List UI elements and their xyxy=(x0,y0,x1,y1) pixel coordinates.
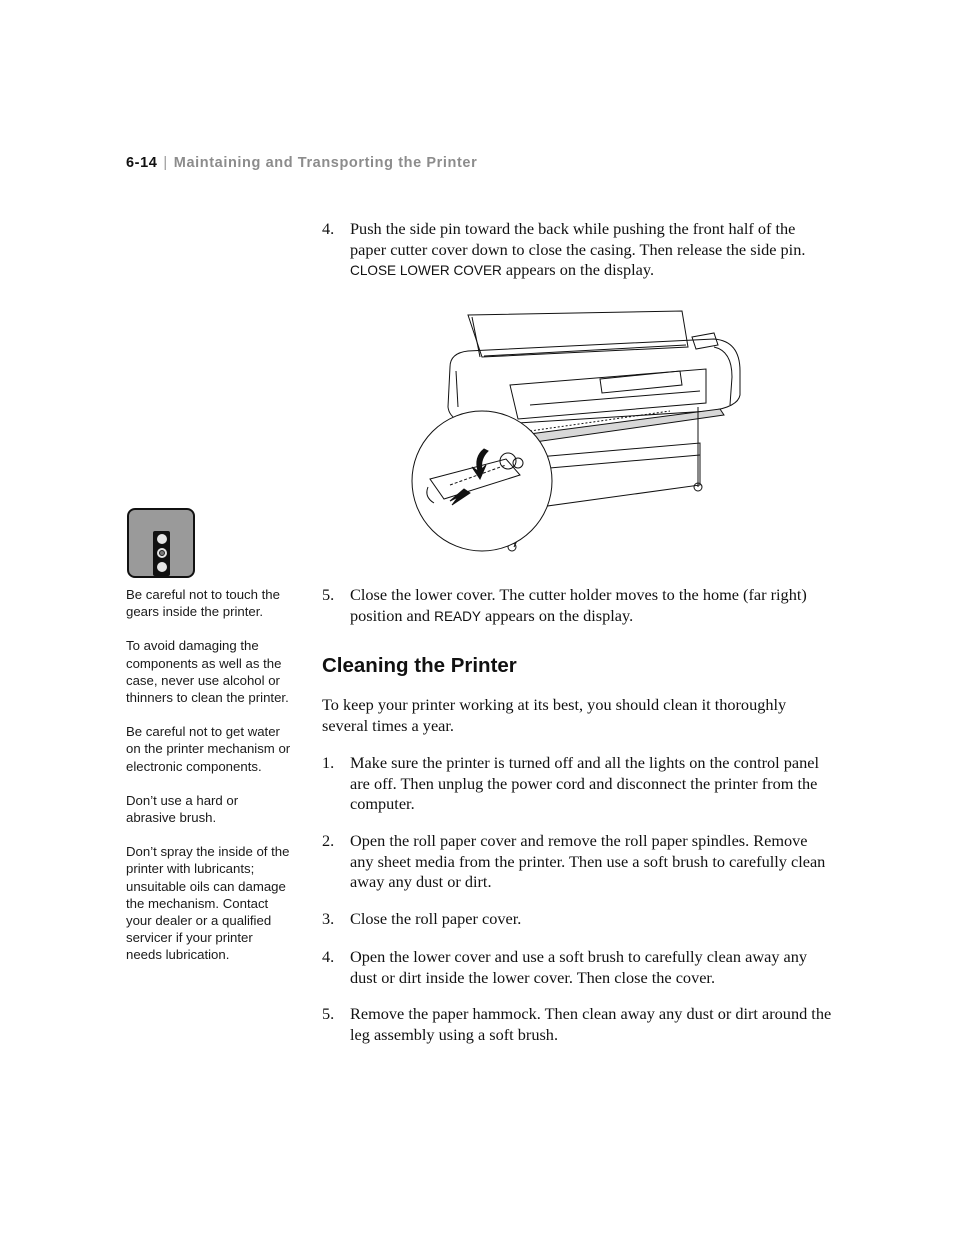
step-suffix: appears on the display. xyxy=(485,605,634,625)
top-step-4 xyxy=(322,219,832,282)
margin-notes xyxy=(126,586,291,981)
step-number: 5. xyxy=(322,585,335,604)
signal-lamp-bottom xyxy=(157,562,167,572)
top-step-5 xyxy=(322,585,832,627)
header-separator: | xyxy=(163,155,168,171)
printer-illustration xyxy=(410,307,745,557)
signal-lamp-middle xyxy=(157,548,167,558)
step-text: Push the side pin toward the back while pushing the front half of the paper cutter cover down to close the casing. Then release the side pin. xyxy=(350,219,806,259)
step-body xyxy=(350,585,832,627)
cleaning-step-2 xyxy=(322,831,832,893)
step-number: 1. xyxy=(322,753,335,772)
step-text: Make sure the printer is turned off and all the lights on the control panel are off. Then unplug the power cord and disconnect the printer from the computer. xyxy=(350,753,820,814)
basket-rail xyxy=(538,455,700,469)
step-body xyxy=(350,219,832,282)
cleaning-step-5 xyxy=(322,1004,832,1045)
step-number: 4. xyxy=(322,947,335,966)
body-right-line xyxy=(714,347,732,405)
page-number: 6-14 xyxy=(126,155,158,171)
margin-note: Be careful not to touch the gears inside the printer. xyxy=(126,587,280,620)
section-title: Maintaining and Transporting the Printer xyxy=(173,155,478,171)
display-message: READY xyxy=(434,608,481,624)
display-message: CLOSE LOWER COVER xyxy=(350,263,502,279)
step-text: Close the lower cover. The cutter holder moves to the home (far right) position and xyxy=(350,585,807,625)
step-suffix: appears on the display. xyxy=(505,260,655,280)
running-header xyxy=(126,155,477,171)
step-number: 5. xyxy=(322,1004,335,1023)
section-heading: Cleaning the Printer xyxy=(322,654,517,677)
cover-line xyxy=(484,345,686,356)
step-number: 4. xyxy=(322,219,335,238)
body-left-line xyxy=(456,371,458,407)
step-text: Remove the paper hammock. Then clean away any dust or dirt around the leg assembly using a soft brush. xyxy=(350,1004,832,1044)
margin-note: Be careful not to get water on the printer mechanism or electronic components. xyxy=(126,724,291,774)
step-text: Close the roll paper cover. xyxy=(350,909,522,928)
cleaning-step-1 xyxy=(322,753,832,815)
roll-paper-cover xyxy=(468,311,688,357)
step-text: Open the lower cover and use a soft brush to carefully clean away any dust or dirt inside the lower cover. Then close the cover. xyxy=(350,947,808,987)
cleaning-step-4 xyxy=(322,947,832,988)
margin-note: To avoid damaging the components as well as the case, never use alcohol or thinners to clean the printer. xyxy=(126,638,289,706)
cutter-cover xyxy=(522,409,724,443)
step-text: Open the roll paper cover and remove the roll paper spindles. Remove any sheet media from the printer. Then use a soft brush to carefully clean away any dust or dirt. xyxy=(350,831,826,892)
step-number: 2. xyxy=(322,831,335,850)
signal-lamp-top xyxy=(157,534,167,544)
step-number: 3. xyxy=(322,909,335,928)
front-opening xyxy=(510,369,706,419)
margin-note: Don’t use a hard or abrasive brush. xyxy=(126,792,239,826)
paper-basket xyxy=(538,443,700,507)
cleaning-step-3 xyxy=(322,909,832,930)
signal-pole xyxy=(153,531,170,576)
margin-note: Don’t spray the inside of the printer with lubricants; unsuitable oils can damage the mechanism. Contact your dealer or a qualified servicer if your printer needs lubrication. xyxy=(126,844,290,963)
intro-paragraph: To keep your printer working at its best, you should clean it thoroughly several times a year. xyxy=(322,695,787,735)
inner-rail xyxy=(530,391,700,405)
caution-traffic-light-icon xyxy=(127,508,195,578)
